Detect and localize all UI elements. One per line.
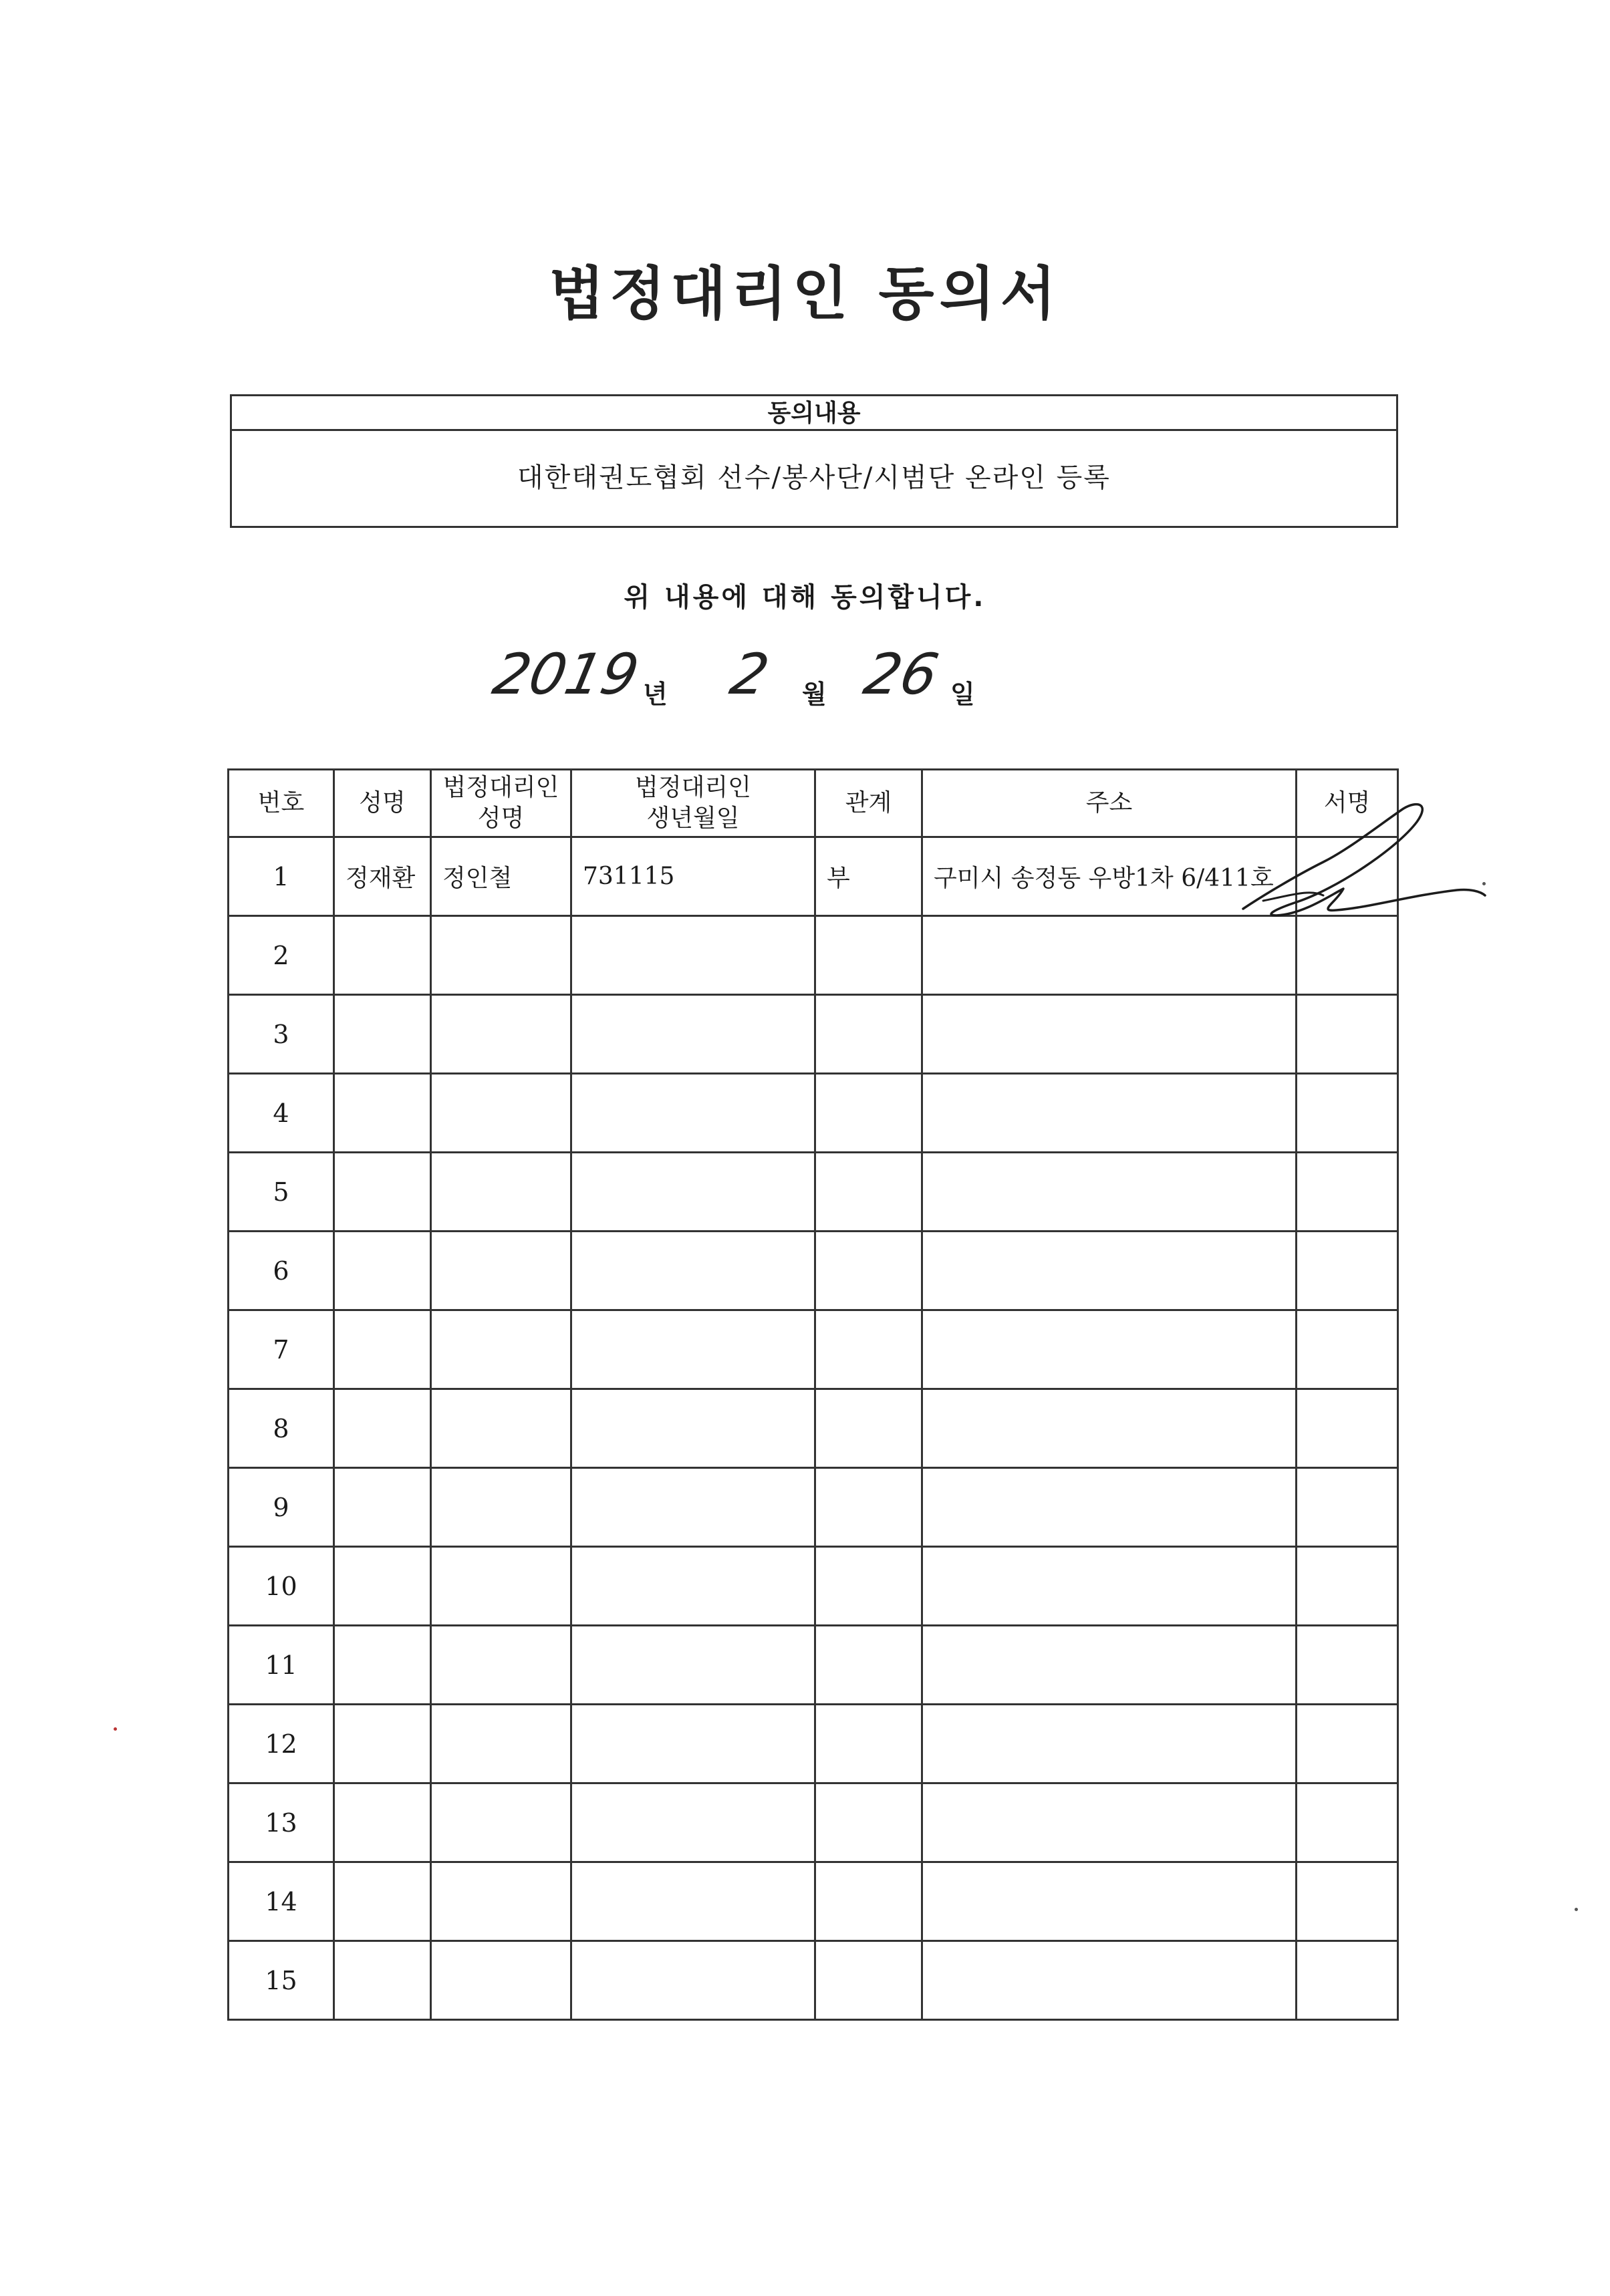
cell-address: [922, 1389, 1297, 1468]
cell-guardian-birth: [571, 1547, 815, 1626]
cell-name: [334, 916, 431, 995]
cell-guardian-birth: [571, 1783, 815, 1862]
cell-name: [334, 1153, 431, 1232]
table-row: [229, 1153, 1398, 1232]
cell-guardian-name: [431, 1783, 571, 1862]
cell-signature: [1297, 1389, 1398, 1468]
table-row: [229, 1783, 1398, 1862]
date-year-handwritten: 2019: [487, 641, 645, 707]
header-guardian-birth: [571, 770, 815, 837]
cell-name: 정재환: [334, 837, 431, 916]
cell-signature: [1297, 995, 1398, 1074]
cell-name: [334, 1941, 431, 2020]
table-row: [229, 1232, 1398, 1310]
cell-relation: [815, 1862, 922, 1941]
cell-signature: [1297, 1941, 1398, 2020]
cell-address: [922, 1232, 1297, 1310]
cell-no: 7: [229, 1310, 334, 1389]
cell-address: [922, 1626, 1297, 1705]
cell-address: [922, 1547, 1297, 1626]
cell-signature: [1297, 1783, 1398, 1862]
cell-relation: [815, 1626, 922, 1705]
cell-address: [922, 1941, 1297, 2020]
table-row: [229, 995, 1398, 1074]
cell-no: 10: [229, 1547, 334, 1626]
cell-name: [334, 1547, 431, 1626]
cell-relation: [815, 1468, 922, 1547]
table-row: [229, 1074, 1398, 1153]
cell-signature: [1297, 1074, 1398, 1153]
table-row: [229, 1941, 1398, 2020]
header-no: 번호: [229, 770, 334, 837]
scan-speck: [1482, 882, 1486, 885]
cell-name: [334, 1232, 431, 1310]
cell-no: 3: [229, 995, 334, 1074]
header-guardian-name-line1: 법정대리인: [442, 774, 559, 801]
scan-speck: [1575, 1908, 1578, 1911]
cell-relation: [815, 1153, 922, 1232]
cell-address: 구미시 송정동 우방1차 6/411호: [922, 837, 1297, 916]
cell-no: 1: [229, 837, 334, 916]
cell-guardian-name: [431, 1547, 571, 1626]
cell-name: [334, 1468, 431, 1547]
cell-name: [334, 995, 431, 1074]
cell-guardian-birth: [571, 1626, 815, 1705]
cell-address: [922, 1705, 1297, 1783]
cell-guardian-birth: [571, 1389, 815, 1468]
cell-relation: [815, 1941, 922, 2020]
cell-name: [334, 1389, 431, 1468]
cell-relation: [815, 1310, 922, 1389]
cell-guardian-name: [431, 1074, 571, 1153]
header-address: 주소: [922, 770, 1297, 837]
cell-name: [334, 1783, 431, 1862]
cell-guardian-name: [431, 1153, 571, 1232]
header-relation: 관계: [815, 770, 922, 837]
cell-relation: [815, 1705, 922, 1783]
cell-signature: [1297, 1310, 1398, 1389]
cell-guardian-name: [431, 1232, 571, 1310]
table-header-row: [229, 770, 1398, 837]
cell-no: 15: [229, 1941, 334, 2020]
table-row: [229, 1626, 1398, 1705]
cell-name: [334, 1862, 431, 1941]
cell-no: 12: [229, 1705, 334, 1783]
cell-name: [334, 1310, 431, 1389]
cell-signature: [1297, 1468, 1398, 1547]
cell-name: [334, 1626, 431, 1705]
cell-no: 9: [229, 1468, 334, 1547]
table-row: [229, 837, 1398, 916]
cell-address: [922, 1468, 1297, 1547]
scan-speck: [114, 1727, 117, 1731]
cell-guardian-name: [431, 1626, 571, 1705]
cell-guardian-name: [431, 1389, 571, 1468]
cell-signature: [1297, 1626, 1398, 1705]
cell-address: [922, 1074, 1297, 1153]
date-month-handwritten: 2: [724, 641, 775, 707]
cell-relation: [815, 1783, 922, 1862]
cell-no: 4: [229, 1074, 334, 1153]
cell-guardian-birth: [571, 1862, 815, 1941]
cell-relation: [815, 916, 922, 995]
date-month-label: 월: [802, 680, 827, 709]
cell-signature: [1297, 1705, 1398, 1783]
header-guardian-birth-line2: 생년월일: [646, 805, 740, 832]
cell-address: [922, 1153, 1297, 1232]
table-row: [229, 1310, 1398, 1389]
cell-guardian-birth: [571, 1232, 815, 1310]
cell-guardian-birth: [571, 1153, 815, 1232]
cell-name: [334, 1705, 431, 1783]
cell-guardian-name: [431, 1468, 571, 1547]
date-day-label: 일: [950, 680, 975, 709]
cell-guardian-birth: [571, 1074, 815, 1153]
table-row: [229, 1468, 1398, 1547]
cell-guardian-birth: [571, 1468, 815, 1547]
cell-relation: [815, 1389, 922, 1468]
header-guardian-birth-line1: 법정대리인: [635, 774, 751, 801]
cell-no: 8: [229, 1389, 334, 1468]
consent-header: 동의내용: [232, 396, 1396, 431]
table-row: [229, 1389, 1398, 1468]
handwritten-signature-icon: [1236, 795, 1490, 929]
cell-guardian-name: [431, 1862, 571, 1941]
table-row: [229, 1862, 1398, 1941]
document-title: 법정대리인 동의서: [549, 261, 1061, 327]
cell-relation: [815, 1547, 922, 1626]
cell-guardian-birth: 731115: [571, 837, 815, 916]
cell-relation: [815, 995, 922, 1074]
cell-no: 11: [229, 1626, 334, 1705]
cell-guardian-name: [431, 1310, 571, 1389]
header-guardian-name: [431, 770, 571, 837]
header-guardian-name-line2: 성명: [477, 805, 525, 832]
table-row: [229, 1705, 1398, 1783]
header-name: 성명: [334, 770, 431, 837]
date-year-label: 년: [643, 680, 668, 709]
cell-address: [922, 1310, 1297, 1389]
cell-no: 6: [229, 1232, 334, 1310]
cell-guardian-name: [431, 916, 571, 995]
cell-guardian-name: [431, 1705, 571, 1783]
cell-relation: 부: [815, 837, 922, 916]
cell-no: 2: [229, 916, 334, 995]
cell-no: 14: [229, 1862, 334, 1941]
table-row: [229, 916, 1398, 995]
cell-guardian-name: [431, 995, 571, 1074]
guardian-table: [227, 768, 1399, 2021]
consent-body: 대한태권도협회 선수/봉사단/시범단 온라인 등록: [517, 462, 1111, 493]
cell-guardian-name: [431, 1941, 571, 2020]
cell-address: [922, 1862, 1297, 1941]
cell-signature: [1297, 1232, 1398, 1310]
cell-no: 13: [229, 1783, 334, 1862]
cell-name: [334, 1074, 431, 1153]
cell-address: [922, 995, 1297, 1074]
cell-guardian-birth: [571, 1310, 815, 1389]
cell-guardian-birth: [571, 1941, 815, 2020]
cell-relation: [815, 1232, 922, 1310]
cell-signature: [1297, 1862, 1398, 1941]
cell-signature: [1297, 1153, 1398, 1232]
consent-box: [230, 394, 1398, 528]
cell-signature: [1297, 1547, 1398, 1626]
date-day-handwritten: 26: [858, 641, 944, 707]
header-signature: 서명: [1297, 770, 1398, 837]
cell-no: 5: [229, 1153, 334, 1232]
cell-relation: [815, 1074, 922, 1153]
cell-guardian-birth: [571, 1705, 815, 1783]
cell-guardian-birth: [571, 916, 815, 995]
date-line: [487, 641, 1096, 715]
table-row: [229, 1547, 1398, 1626]
cell-guardian-name: 정인철: [431, 837, 571, 916]
cell-guardian-birth: [571, 995, 815, 1074]
agree-statement: 위 내용에 대해 동의합니다.: [624, 582, 986, 613]
cell-address: [922, 1783, 1297, 1862]
